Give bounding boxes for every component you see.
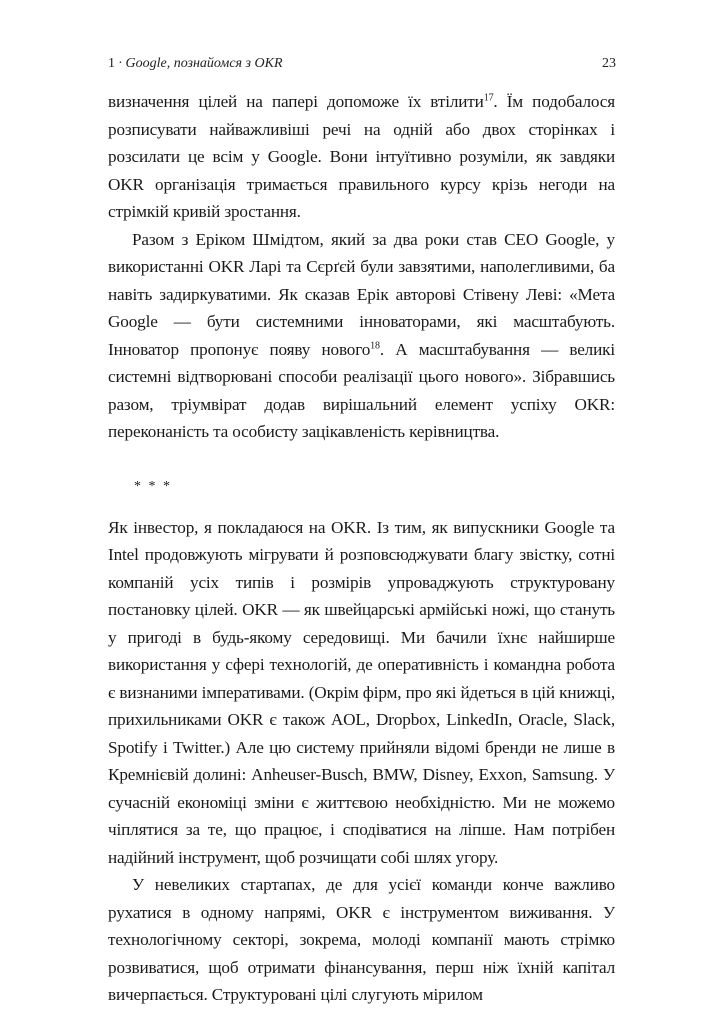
section-separator: * * *: [134, 479, 172, 494]
paragraph-1: [108, 88, 615, 226]
footnote-ref-18: 18: [370, 339, 380, 351]
footnote-ref-17: 17: [483, 92, 494, 104]
paragraph-1-text-b: . Їм подобалося розписувати найважливіші речі на одній або двох сторінках і розсилати це всім у Google. Вони інтуїтивно розуміли, як завдяки OKR організація тримається правильного курсу крізь негоди на стрімкій кривій зростання.: [108, 92, 615, 221]
paragraph-2-text-b: . А масштабування — великі системні відтворювані способи реалізації цього нового». Зібравшись разом, тріумвірат додав вирішальний елемент успіху OKR: переконаність та особисту зацікавленість керівництва.: [108, 339, 615, 441]
paragraph-3: Як інвестор, я покладаюся на OKR. Із тим, як випускники Google та Intel продовжують мігрувати й розповсюджувати благу звістку, сотні компаній усіх типів і розмірів упроваджують структуровану постановку цілей. OKR — як швейцарські армійські ножі, що стануть у пригоді в будь-якому середовищі. Ми бачили їхнє найширше використання у сфері технологій, де оперативність і командна робота є визнаними імперативами. (Окрім фірм, про які йдеться в цій книжці, прихильниками OKR є також AOL, Dropbox, LinkedIn, Oracle, Slack, Spotify і Twitter.) Але цю систему прийняли відомі бренди не лише в Кремнієвій долині: Anheuser-Busch, BMW, Disney, Exxon, Samsung. У сучасній економіці зміни є життєвою необхідністю. Ми не можемо чіплятися за те, що працює, і сподіватися на ліпше. Нам потрібен надійний інструмент, щоб розчищати собі шлях угору.: [108, 517, 615, 867]
paragraph-2: [108, 226, 615, 446]
body-text: [108, 88, 615, 1009]
page-number: 23: [602, 56, 616, 71]
running-header: [108, 56, 616, 72]
running-title: [108, 56, 283, 72]
chapter-title: Google, познайомся з OKR: [125, 56, 283, 71]
chapter-number: 1: [108, 56, 115, 71]
paragraph-4: У невеликих стартапах, де для усієї команди конче важливо рухатися в одному напрямі, OKR є інструментом виживання. У технологічному секторі, зокрема, молоді компанії мають стрімко розвиватися, щоб отримати фінансування, перш ніж їхній капітал вичерпається. Структуровані цілі слугують мірилом: [108, 875, 615, 1004]
paragraph-2-text-a: Разом з Еріком Шмідтом, який за два роки став CEO Google, у використанні OKR Ларі та Сєрґєй були завзятими, наполегливими, ба навіть задиркуватими. Як сказав Ерік авторові Стівену Леві: «Мета Google — бути системними інноваторами, які масштабують. Інноватор пропонує появу нового: [108, 229, 615, 359]
paragraph-1-text-a: визначення цілей на папері допоможе їх втілити: [108, 92, 484, 111]
header-separator: ·: [115, 56, 126, 71]
